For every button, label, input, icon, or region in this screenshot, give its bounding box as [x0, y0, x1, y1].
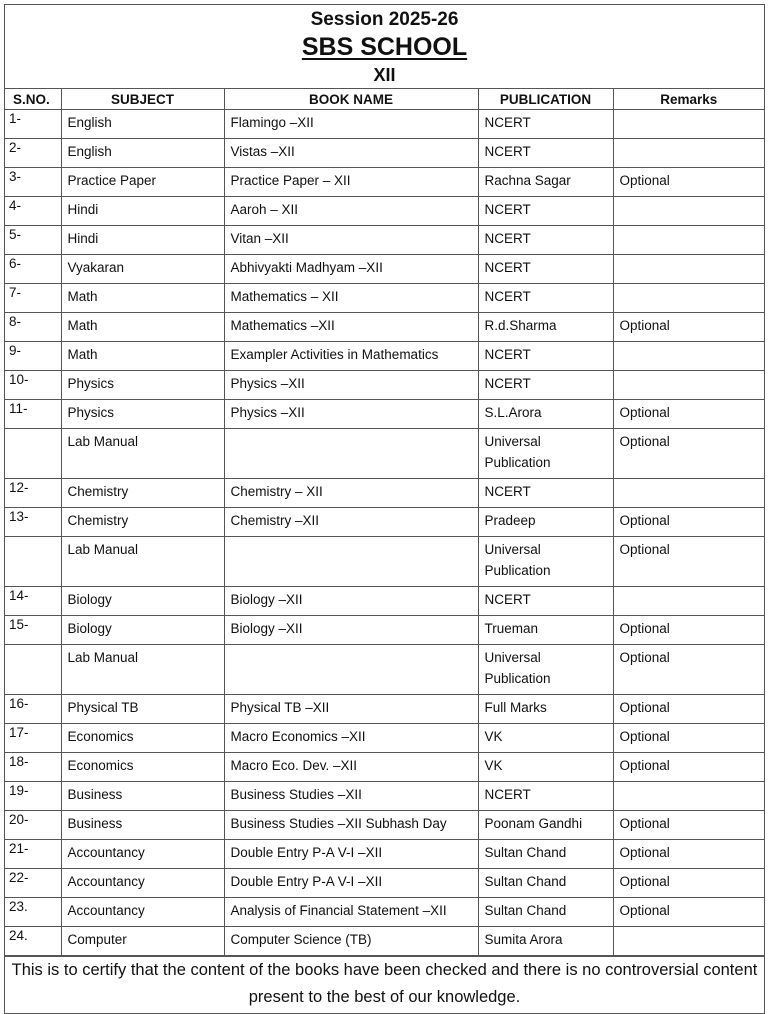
cell-remarks: [613, 371, 764, 400]
cell-book-name: [224, 537, 478, 587]
cell-remarks: Optional: [613, 168, 764, 197]
cell-publication: VK: [478, 724, 613, 753]
cell-book-name: Business Studies –XII Subhash Day: [224, 811, 478, 840]
cell-sno: [5, 645, 61, 695]
table-row: [5, 371, 764, 400]
cell-subject: Math: [61, 313, 224, 342]
cell-publication: Sultan Chand: [478, 898, 613, 927]
cell-publication: Sultan Chand: [478, 869, 613, 898]
cell-sno: 21-: [5, 840, 61, 869]
cell-book-name: [224, 645, 478, 695]
cell-remarks: [613, 782, 764, 811]
cell-subject: English: [61, 110, 224, 139]
cell-publication: NCERT: [478, 255, 613, 284]
table-row: [5, 840, 764, 869]
cell-publication: VK: [478, 753, 613, 782]
cell-remarks: Optional: [613, 753, 764, 782]
cell-subject: Math: [61, 284, 224, 313]
table-body: [5, 110, 764, 956]
cell-sno: 24.: [5, 927, 61, 956]
table-row: [5, 400, 764, 429]
cell-subject: Physics: [61, 371, 224, 400]
cell-remarks: [613, 479, 764, 508]
table-row: [5, 197, 764, 226]
book-list-table: [5, 89, 764, 956]
cell-subject: Computer: [61, 927, 224, 956]
cell-subject: Chemistry: [61, 508, 224, 537]
cell-remarks: Optional: [613, 898, 764, 927]
cell-book-name: Business Studies –XII: [224, 782, 478, 811]
cell-subject: Economics: [61, 753, 224, 782]
cell-sno: 22-: [5, 869, 61, 898]
table-row: [5, 869, 764, 898]
cell-sno: 8-: [5, 313, 61, 342]
table-row: [5, 645, 764, 695]
cell-subject: Vyakaran: [61, 255, 224, 284]
cell-book-name: Computer Science (TB): [224, 927, 478, 956]
cell-publication: Pradeep: [478, 508, 613, 537]
cell-publication: NCERT: [478, 226, 613, 255]
cell-book-name: Biology –XII: [224, 587, 478, 616]
table-row: [5, 168, 764, 197]
cell-remarks: [613, 255, 764, 284]
cell-book-name: Mathematics –XII: [224, 313, 478, 342]
cell-publication: NCERT: [478, 110, 613, 139]
cell-remarks: Optional: [613, 429, 764, 479]
cell-remarks: Optional: [613, 695, 764, 724]
table-row: [5, 898, 764, 927]
cell-subject: Practice Paper: [61, 168, 224, 197]
cell-sno: 13-: [5, 508, 61, 537]
header-remarks: Remarks: [613, 89, 764, 110]
cell-book-name: Abhivyakti Madhyam –XII: [224, 255, 478, 284]
cell-sno: 1-: [5, 110, 61, 139]
cell-sno: 12-: [5, 479, 61, 508]
cell-remarks: Optional: [613, 724, 764, 753]
cell-book-name: Analysis of Financial Statement –XII: [224, 898, 478, 927]
table-row: [5, 255, 764, 284]
cell-publication: NCERT: [478, 587, 613, 616]
cell-subject: Lab Manual: [61, 645, 224, 695]
table-row: [5, 139, 764, 168]
cell-sno: 5-: [5, 226, 61, 255]
cell-sno: 19-: [5, 782, 61, 811]
cell-sno: 6-: [5, 255, 61, 284]
cell-remarks: [613, 110, 764, 139]
cell-book-name: Physical TB –XII: [224, 695, 478, 724]
table-row: [5, 753, 764, 782]
table-row: [5, 313, 764, 342]
cell-subject: Hindi: [61, 226, 224, 255]
cell-sno: [5, 429, 61, 479]
cell-remarks: Optional: [613, 313, 764, 342]
cell-publication: NCERT: [478, 342, 613, 371]
cell-subject: Accountancy: [61, 869, 224, 898]
cell-book-name: Aaroh – XII: [224, 197, 478, 226]
cell-subject: Biology: [61, 587, 224, 616]
cell-remarks: [613, 342, 764, 371]
cell-subject: Accountancy: [61, 840, 224, 869]
cell-subject: English: [61, 139, 224, 168]
cell-sno: 2-: [5, 139, 61, 168]
cell-book-name: Double Entry P-A V-I –XII: [224, 869, 478, 898]
table-row: [5, 226, 764, 255]
cell-sno: 4-: [5, 197, 61, 226]
cell-subject: Economics: [61, 724, 224, 753]
cell-sno: 3-: [5, 168, 61, 197]
cell-subject: Physics: [61, 400, 224, 429]
table-row: [5, 782, 764, 811]
cell-subject: Lab Manual: [61, 429, 224, 479]
cell-book-name: Vistas –XII: [224, 139, 478, 168]
cell-remarks: Optional: [613, 537, 764, 587]
cell-remarks: Optional: [613, 645, 764, 695]
cell-sno: 9-: [5, 342, 61, 371]
school-name: SBS SCHOOL: [301, 33, 468, 61]
table-row: [5, 110, 764, 139]
table-row: [5, 927, 764, 956]
class-label: XII: [373, 65, 396, 85]
cell-publication: NCERT: [478, 371, 613, 400]
cell-publication: Sultan Chand: [478, 840, 613, 869]
table-header-row: [5, 89, 764, 110]
cell-book-name: Exampler Activities in Mathematics: [224, 342, 478, 371]
header-book-name: BOOK NAME: [224, 89, 478, 110]
header-subject: SUBJECT: [61, 89, 224, 110]
cell-book-name: Physics –XII: [224, 371, 478, 400]
cell-subject: Accountancy: [61, 898, 224, 927]
cell-remarks: [613, 226, 764, 255]
header-sno: S.NO.: [5, 89, 61, 110]
cell-remarks: [613, 284, 764, 313]
cell-sno: 18-: [5, 753, 61, 782]
cell-sno: 16-: [5, 695, 61, 724]
session-title: Session 2025-26: [310, 9, 459, 30]
cell-subject: Chemistry: [61, 479, 224, 508]
table-row: [5, 724, 764, 753]
table-row: [5, 342, 764, 371]
cell-publication: R.d.Sharma: [478, 313, 613, 342]
cell-publication: Trueman: [478, 616, 613, 645]
table-row: [5, 284, 764, 313]
cell-sno: 20-: [5, 811, 61, 840]
cell-remarks: [613, 197, 764, 226]
cell-book-name: Macro Economics –XII: [224, 724, 478, 753]
cell-publication: NCERT: [478, 139, 613, 168]
cell-subject: Business: [61, 811, 224, 840]
cell-remarks: [613, 139, 764, 168]
cell-book-name: Chemistry –XII: [224, 508, 478, 537]
cell-subject: Business: [61, 782, 224, 811]
cell-publication: Sumita Arora: [478, 927, 613, 956]
cell-publication: Universal Publication: [478, 645, 613, 695]
cell-publication: NCERT: [478, 479, 613, 508]
cell-sno: 7-: [5, 284, 61, 313]
cell-book-name: Macro Eco. Dev. –XII: [224, 753, 478, 782]
cell-publication: NCERT: [478, 284, 613, 313]
cell-book-name: Flamingo –XII: [224, 110, 478, 139]
cell-remarks: Optional: [613, 400, 764, 429]
cell-book-name: [224, 429, 478, 479]
cell-subject: Physical TB: [61, 695, 224, 724]
cell-remarks: Optional: [613, 840, 764, 869]
cell-sno: 17-: [5, 724, 61, 753]
cell-publication: NCERT: [478, 197, 613, 226]
cell-sno: 11-: [5, 400, 61, 429]
cell-subject: Lab Manual: [61, 537, 224, 587]
header-publication: PUBLICATION: [478, 89, 613, 110]
cell-publication: Universal Publication: [478, 429, 613, 479]
cell-subject: Biology: [61, 616, 224, 645]
cell-book-name: Mathematics – XII: [224, 284, 478, 313]
cell-remarks: [613, 587, 764, 616]
cell-publication: S.L.Arora: [478, 400, 613, 429]
cell-remarks: Optional: [613, 869, 764, 898]
table-row: [5, 616, 764, 645]
cell-remarks: Optional: [613, 616, 764, 645]
cell-subject: Math: [61, 342, 224, 371]
cell-sno: 14-: [5, 587, 61, 616]
table-row: [5, 479, 764, 508]
table-row: [5, 587, 764, 616]
table-row: [5, 811, 764, 840]
table-row: [5, 429, 764, 479]
cell-book-name: Biology –XII: [224, 616, 478, 645]
cell-publication: Full Marks: [478, 695, 613, 724]
cell-book-name: Practice Paper – XII: [224, 168, 478, 197]
table-row: [5, 695, 764, 724]
cell-publication: Poonam Gandhi: [478, 811, 613, 840]
book-list-sheet: [4, 4, 765, 1014]
cell-publication: NCERT: [478, 782, 613, 811]
certification-note: This is to certify that the content of the books have been checked and there is no controversial content present to the best of our knowledge.: [5, 956, 764, 1013]
cell-sno: 23.: [5, 898, 61, 927]
cell-publication: Rachna Sagar: [478, 168, 613, 197]
table-row: [5, 508, 764, 537]
cell-book-name: Vitan –XII: [224, 226, 478, 255]
cell-publication: Universal Publication: [478, 537, 613, 587]
cell-remarks: Optional: [613, 811, 764, 840]
cell-sno: 10-: [5, 371, 61, 400]
cell-sno: 15-: [5, 616, 61, 645]
cell-book-name: Physics –XII: [224, 400, 478, 429]
cell-subject: Hindi: [61, 197, 224, 226]
cell-book-name: Chemistry – XII: [224, 479, 478, 508]
title-block: [5, 5, 764, 89]
table-row: [5, 537, 764, 587]
cell-sno: [5, 537, 61, 587]
cell-remarks: Optional: [613, 508, 764, 537]
cell-remarks: [613, 927, 764, 956]
cell-book-name: Double Entry P-A V-I –XII: [224, 840, 478, 869]
